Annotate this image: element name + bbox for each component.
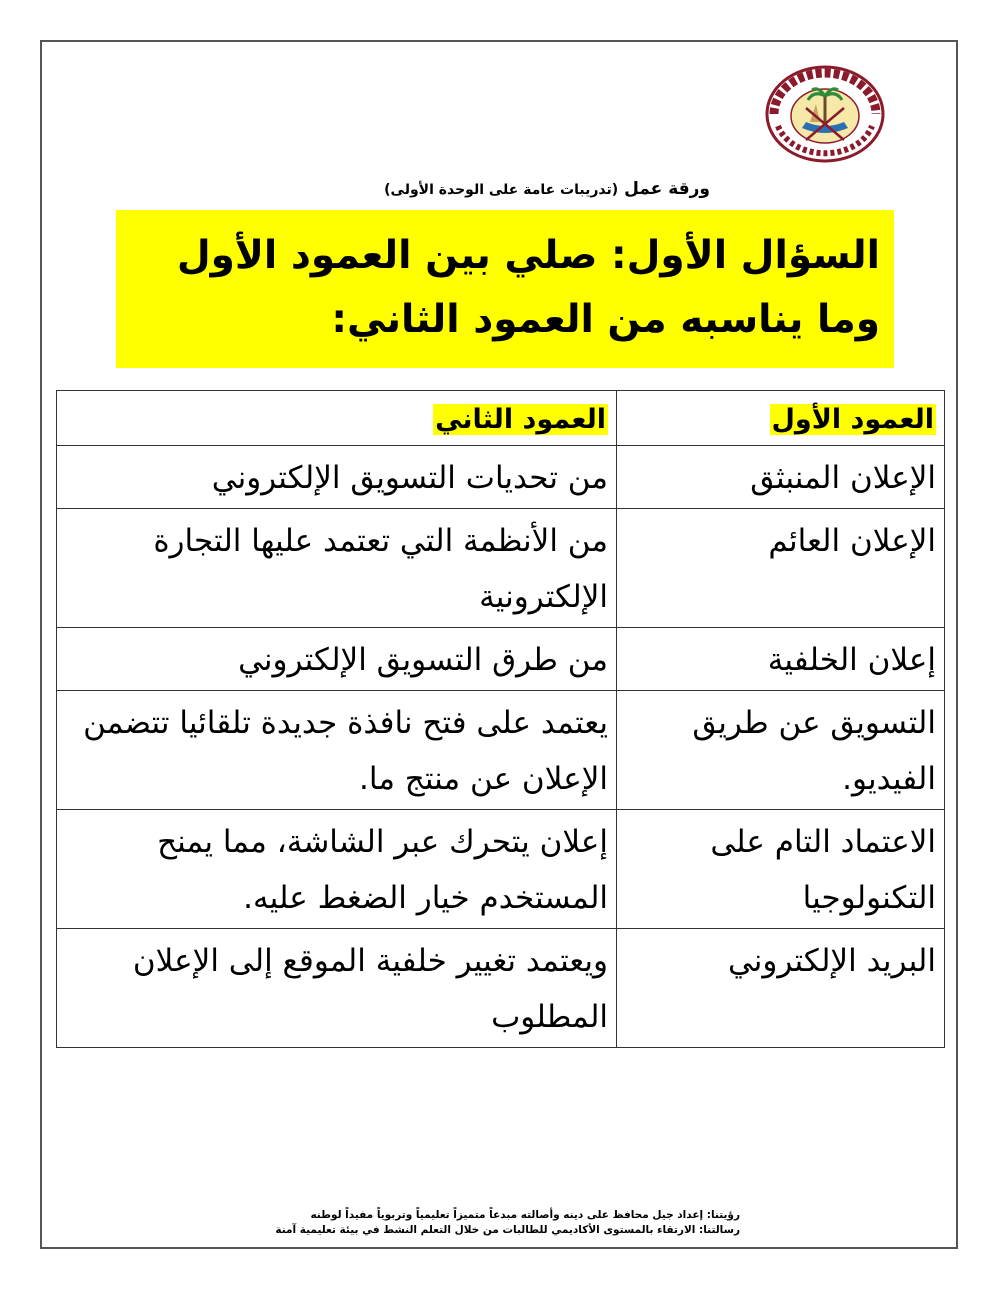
question-line-2: وما يناسبه من العمود الثاني: bbox=[331, 297, 880, 342]
column-1-cell: البريد الإلكتروني bbox=[617, 929, 945, 1048]
table-row bbox=[57, 509, 945, 628]
column-2-cell: إعلان يتحرك عبر الشاشة، مما يمنح المستخدم خيار الضغط عليه. bbox=[57, 810, 617, 929]
worksheet-title-text: ورقة عمل bbox=[624, 179, 710, 199]
column-2-cell: ويعتمد تغيير خلفية الموقع إلى الإعلان المطلوب bbox=[57, 929, 617, 1048]
table-row bbox=[57, 691, 945, 810]
question-box bbox=[116, 210, 894, 368]
column-1-cell: التسويق عن طريق الفيديو. bbox=[617, 691, 945, 810]
column-2-cell: من الأنظمة التي تعتمد عليها التجارة الإلكترونية bbox=[57, 509, 617, 628]
table-row bbox=[57, 628, 945, 691]
footer-vision: رؤيتنا: إعداد جيل محافظ على دينه وأصالته مبدعاً متميزاً تعليمياً وتربوياً مفيداً لوطنه bbox=[310, 1209, 740, 1221]
column-1-cell: الإعلان العائم bbox=[617, 509, 945, 628]
header-column-2 bbox=[57, 391, 617, 446]
column-1-cell: الإعلان المنبثق bbox=[617, 446, 945, 509]
ministry-logo bbox=[762, 60, 888, 164]
question-line-1: السؤال الأول: صلي بين العمود الأول bbox=[176, 233, 880, 278]
worksheet-subtitle-text: (تدريبات عامة على الوحدة الأولى) bbox=[384, 182, 619, 198]
column-2-cell: من طرق التسويق الإلكتروني bbox=[57, 628, 617, 691]
table-row bbox=[57, 929, 945, 1048]
header-column-1-label: العمود الأول bbox=[771, 404, 934, 435]
column-1-cell: الاعتماد التام على التكنولوجيا bbox=[617, 810, 945, 929]
header-column-1 bbox=[617, 391, 945, 446]
footer bbox=[230, 1208, 740, 1238]
table-header-row bbox=[57, 391, 945, 446]
footer-mission: رسالتنا: الارتقاء بالمستوى الأكاديمي للطالبات من خلال التعلم النشط في بيئة تعليمية آمنة bbox=[275, 1224, 740, 1236]
column-2-cell: يعتمد على فتح نافذة جديدة تلقائيا تتضمن الإعلان عن منتج ما. bbox=[57, 691, 617, 810]
column-1-cell: إعلان الخلفية bbox=[617, 628, 945, 691]
header-column-2-label: العمود الثاني bbox=[435, 404, 606, 435]
table-row bbox=[57, 446, 945, 509]
column-2-cell: من تحديات التسويق الإلكتروني bbox=[57, 446, 617, 509]
worksheet-title bbox=[240, 176, 710, 203]
matching-table bbox=[56, 390, 945, 1048]
table-row bbox=[57, 810, 945, 929]
